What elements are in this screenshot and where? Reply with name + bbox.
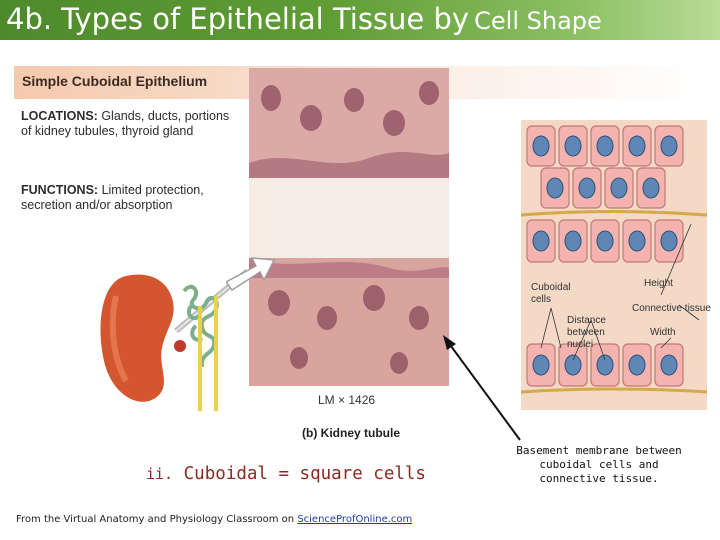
label-distance-text: Distance between nuclei	[567, 315, 606, 350]
caption-numeral: ii.	[146, 465, 174, 483]
label-distance	[567, 315, 629, 351]
locations-label: LOCATIONS:	[21, 109, 98, 123]
footer	[16, 514, 412, 525]
slide-title-tail: Cell Shape	[474, 7, 602, 35]
label-cuboidal-cells	[531, 282, 575, 306]
kidney-illustration	[96, 236, 246, 411]
basement-membrane-note: Basement membrane between cuboidal cells and connective tissue.	[516, 444, 682, 485]
caption	[146, 464, 426, 484]
caption-text: Cuboidal = square cells	[183, 464, 426, 484]
label-height: Height	[644, 278, 673, 289]
label-cuboidal-cells-text: Cuboidal cells	[531, 282, 571, 305]
title-bar	[0, 0, 720, 40]
slide-title	[6, 2, 602, 36]
footer-link[interactable]: ScienceProfOnline.com	[297, 514, 413, 525]
footer-prefix: From the Virtual Anatomy and Physiology Classroom on	[16, 514, 295, 525]
callout-arrow	[226, 252, 276, 292]
magnification-label: LM × 1426	[318, 393, 376, 407]
locations-text	[21, 109, 231, 139]
functions-label: FUNCTIONS:	[21, 183, 99, 197]
slide-title-main: 4b. Types of Epithelial Tissue by	[6, 2, 470, 36]
functions-value: Limited protection, secretion and/or absorption	[21, 183, 204, 212]
cuboidal-diagram	[521, 120, 707, 410]
label-connective: Connective tissue	[632, 303, 711, 314]
functions-text	[21, 183, 231, 213]
micrograph-image	[249, 68, 449, 386]
micrograph-label: (b) Kidney tubule	[302, 426, 400, 440]
label-width: Width	[650, 327, 676, 338]
locations-value: Glands, ducts, portions of kidney tubules, thyroid gland	[21, 109, 230, 138]
figure-header-label: Simple Cuboidal Epithelium	[22, 73, 208, 89]
